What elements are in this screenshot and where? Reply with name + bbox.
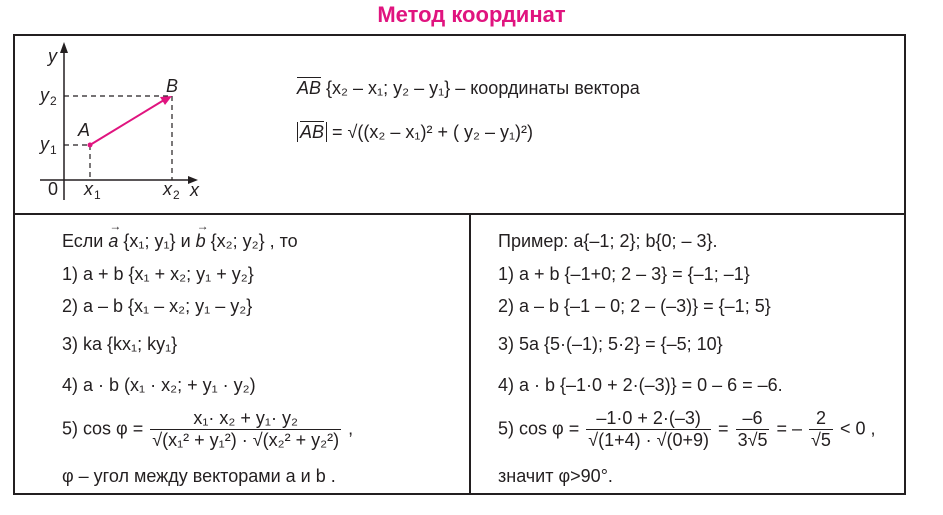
left-rule-1: 1) a + b {x₁ + x₂; y₁ + y₂} xyxy=(62,264,254,284)
left-rule-5-denominator: √(x₁² + y₁²) · √(x₂² + y₂²) xyxy=(152,430,340,450)
vector-length-formula xyxy=(297,122,533,143)
right-rule-5-fraction-1 xyxy=(586,408,711,451)
right-conclusion: значит φ>90°. xyxy=(498,466,613,486)
page-title: Метод координат xyxy=(377,2,566,27)
vector-a-label: → a xyxy=(108,231,118,251)
right-rule-5-pre: 5) cos φ = xyxy=(498,418,580,439)
y2-sub: 2 xyxy=(50,94,57,108)
x1-sub: 1 xyxy=(94,188,101,202)
point-b-label: B xyxy=(166,76,179,96)
left-rule-5-fraction xyxy=(150,408,341,451)
vector-b-label: → b xyxy=(196,231,206,251)
right-rule-5-denominator-2: 3√5 xyxy=(737,430,768,450)
y1-label: y xyxy=(40,134,49,154)
vector-length-text: = √((x₂ – x₁)² + ( y₂ – y₁)²) xyxy=(332,122,534,142)
right-rule-5-denominator-3: √5 xyxy=(811,430,831,450)
right-rule-5-fraction-2 xyxy=(736,408,770,451)
left-rule-5-pre: 5) cos φ = xyxy=(62,418,144,439)
x-axis-label: x xyxy=(190,180,199,200)
x2-label: x xyxy=(163,179,172,199)
right-rule-5-numerator-2: –6 xyxy=(736,408,770,430)
left-angle-note: φ – угол между векторами a и b . xyxy=(62,466,336,486)
right-example: Пример: a{–1; 2}; b{0; – 3}. xyxy=(498,231,718,251)
left-intro-mid: {x₁; y₁} и xyxy=(118,231,196,251)
right-rule-2: 2) a – b {–1 – 0; 2 – (–3)} = {–1; 5} xyxy=(498,296,771,316)
y2-label: y xyxy=(40,85,49,105)
y-axis-arrow xyxy=(60,42,68,53)
left-rule-3: 3) ka {kx₁; ky₁} xyxy=(62,334,178,354)
origin-label: 0 xyxy=(48,179,59,199)
right-rule-5-eq-1: = xyxy=(718,418,729,439)
x1-label: x xyxy=(84,179,93,199)
right-rule-5-numerator-3: 2 xyxy=(809,408,833,430)
right-rule-4: 4) a · b {–1·0 + 2·(–3)} = 0 – 6 = –6. xyxy=(498,375,783,395)
right-rule-5-numerator-1: –1·0 + 2·(–3) xyxy=(586,408,711,430)
y1-sub: 1 xyxy=(50,143,57,157)
right-rule-5-denominator-1: √(1+4) · √(0+9) xyxy=(588,430,710,450)
vector-ab-line xyxy=(90,100,164,145)
left-intro xyxy=(62,231,298,252)
right-rule-5-fraction-3 xyxy=(809,408,833,451)
right-rule-5-eq-2: = – xyxy=(776,418,803,439)
vector-ab-symbol: $\overline{AB}$ xyxy=(297,78,322,98)
left-rule-5 xyxy=(62,408,353,451)
vector-coordinates-text: {x₂ – x₁; y₂ – y₁} – координаты вектора xyxy=(326,78,640,98)
left-intro-pre: Если xyxy=(62,231,109,251)
right-rule-1: 1) a + b {–1+0; 2 – 3} = {–1; –1} xyxy=(498,264,750,284)
vector-ab-modulus: $\overline{AB}$ xyxy=(297,122,327,142)
left-intro-end: {x₂; y₂} , то xyxy=(205,231,298,251)
y-axis-label: y xyxy=(48,46,57,66)
left-rule-5-post: , xyxy=(348,418,354,439)
point-a-label: A xyxy=(78,120,91,140)
point-a-dot xyxy=(88,143,93,148)
left-rule-4: 4) a · b (x₁ · x₂; + y₁ · y₂) xyxy=(62,375,256,395)
right-rule-3: 3) 5a {5·(–1); 5·2} = {–5; 10} xyxy=(498,334,723,354)
left-rule-2: 2) a – b {x₁ – x₂; y₁ – y₂} xyxy=(62,296,253,316)
left-rule-5-numerator: x₁· x₂ + y₁· y₂ xyxy=(150,408,341,430)
vector-coordinates-formula xyxy=(297,78,640,99)
x2-sub: 2 xyxy=(173,188,180,202)
right-rule-5-post: < 0 , xyxy=(839,418,876,439)
right-rule-5 xyxy=(498,408,875,451)
